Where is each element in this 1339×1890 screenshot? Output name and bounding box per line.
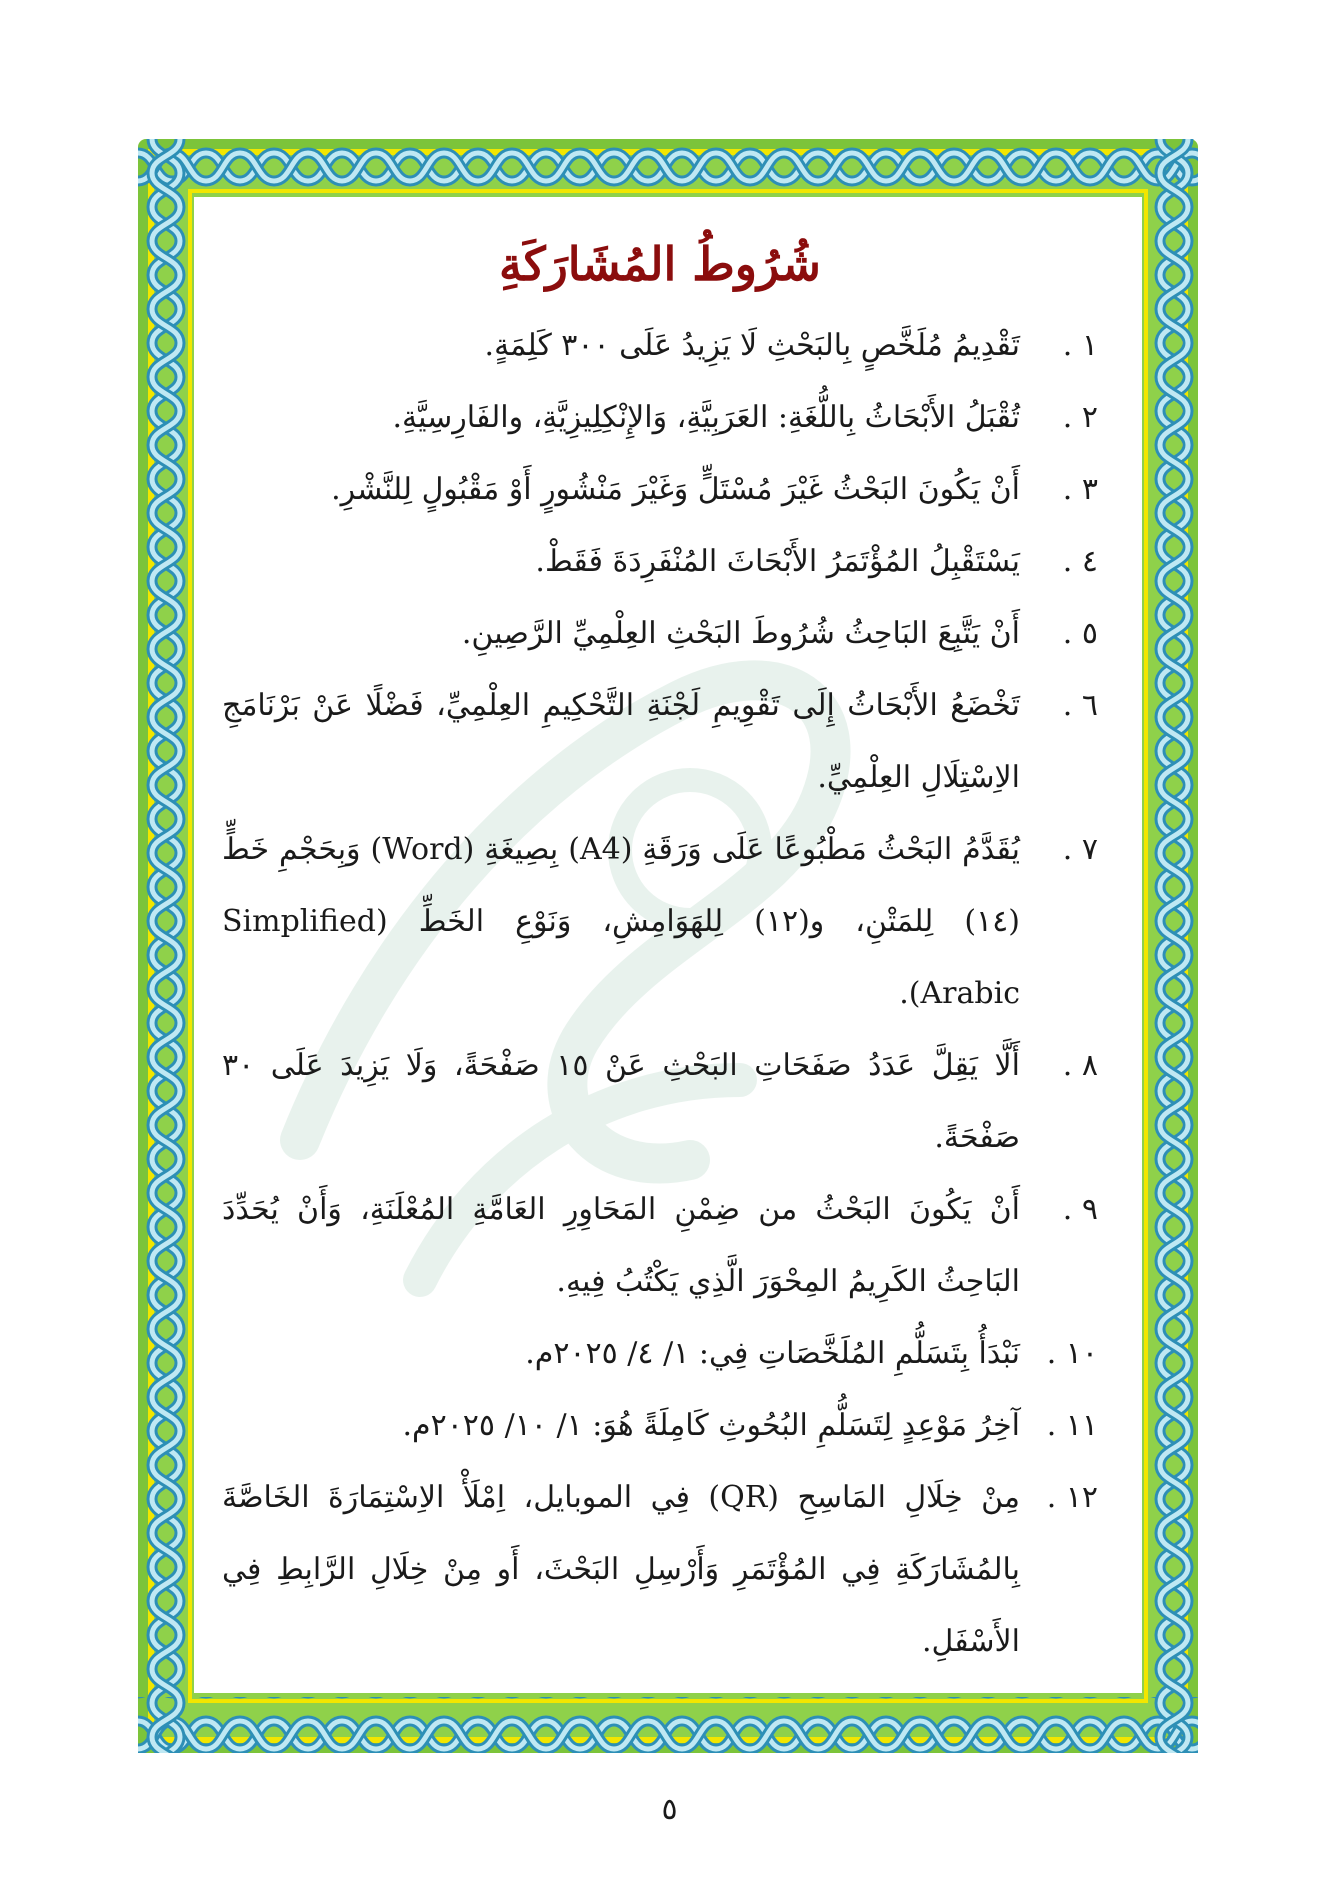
page-title: شُرُوطُ المُشَارَكَةِ xyxy=(499,237,821,291)
condition-text: أَنْ يَكُونَ البَحْثُ من ضِمْنِ المَحَاوِرِ العَامَّةِ المُعْلَنَةِ، وَأَنْ يُحَدِّدَ البَاحِثُ الكَرِيمُ المِحْوَرَ الَّذِي يَكْتُبُ فِيهِ. xyxy=(222,1192,1020,1299)
page-number: ٥ xyxy=(661,1792,678,1827)
condition-number: ٢ . xyxy=(1062,400,1098,435)
condition-item xyxy=(222,1462,1098,1678)
condition-text: تَخْضَعُ الأَبْحَاثُ إِلَى تَقْوِيمِ لَجْنَةِ التَّحْكِيمِ العِلْمِيِّ، فَضْلًا عَنْ بَرْنَامَجِ الاِسْتِلَالِ العِلْمِيِّ. xyxy=(222,688,1020,795)
condition-number: ٣ . xyxy=(1062,472,1098,507)
condition-number: ٤ . xyxy=(1062,544,1098,579)
condition-text: تَقْدِيمُ مُلَخَّصٍ بِالبَحْثِ لَا يَزِيدُ عَلَى ٣٠٠ كَلِمَةٍ. xyxy=(484,328,1020,363)
condition-text: تُقْبَلُ الأَبْحَاثُ بِاللُّغَةِ: العَرَبِيَّةِ، وَالإِنْكِلِيزِيَّةِ، والفَارِسِيَّةِ. xyxy=(392,400,1020,435)
condition-text: آخِرُ مَوْعِدٍ لِتَسَلُّمِ البُحُوثِ كَامِلَةً هُوَ: ١/ ١٠/ ٢٠٢٥م. xyxy=(402,1408,1020,1443)
condition-number: ١ . xyxy=(1062,328,1098,363)
condition-number: ١١ . xyxy=(1046,1408,1098,1443)
condition-text: أَلَّا يَقِلَّ عَدَدُ صَفَحَاتِ البَحْثِ عَنْ ١٥ صَفْحَةً، وَلَا يَزِيدَ عَلَى ٣٠ صَفْحَةً. xyxy=(222,1048,1020,1155)
condition-number: ٧ . xyxy=(1062,832,1098,867)
condition-number: ١٠ . xyxy=(1046,1336,1098,1371)
condition-number: ٩ . xyxy=(1062,1192,1098,1227)
condition-number: ٥ . xyxy=(1062,616,1098,651)
condition-text: أَنْ يَتَّبِعَ البَاحِثُ شُرُوطَ البَحْثِ العِلْمِيِّ الرَّصِينِ. xyxy=(461,616,1020,651)
condition-item xyxy=(222,1390,1098,1462)
condition-item xyxy=(222,670,1098,814)
conditions-list xyxy=(222,310,1098,1678)
condition-number: ٨ . xyxy=(1062,1048,1098,1083)
conditions-section xyxy=(222,232,1098,1678)
condition-number: ٦ . xyxy=(1062,688,1098,723)
condition-item xyxy=(222,526,1098,598)
condition-item xyxy=(222,1318,1098,1390)
condition-item xyxy=(222,310,1098,382)
condition-number: ١٢ . xyxy=(1046,1480,1098,1515)
condition-text: يُقَدَّمُ البَحْثُ مَطْبُوعًا عَلَى وَرَقَةِ (A4) بِصِيغَةِ (Word) وَبِحَجْمِ خَطٍّ (١٤) لِلمَتْنِ، و(١٢) لِلهَوَامِشِ، وَنَوْعِ الخَطِّ (Simplified Arabic). xyxy=(222,832,1020,1011)
condition-text: مِنْ خِلَالِ المَاسِحِ (QR) فِي الموبايل، اِمْلَأْ الاِسْتِمَارَةَ الخَاصَّةَ بِالمُشَارَكَةِ فِي المُؤْتَمَرِ وَأَرْسِلِ البَحْثَ، أَو مِنْ خِلَالِ الرَّابِطِ فِي الأَسْفَلِ. xyxy=(222,1480,1020,1659)
condition-item xyxy=(222,814,1098,1030)
condition-item xyxy=(222,1030,1098,1174)
condition-item xyxy=(222,382,1098,454)
condition-item xyxy=(222,1174,1098,1318)
condition-item xyxy=(222,454,1098,526)
condition-item xyxy=(222,598,1098,670)
condition-text: نَبْدَأُ بِتَسَلُّمِ المُلَخَّصَاتِ فِي: ١/ ٤/ ٢٠٢٥م. xyxy=(525,1336,1020,1371)
condition-text: يَسْتَقْبِلُ المُؤْتَمَرُ الأَبْحَاثَ المُنْفَرِدَةَ فَقَطْ. xyxy=(535,544,1020,579)
condition-text: أَنْ يَكُونَ البَحْثُ غَيْرَ مُسْتَلٍّ وَغَيْرَ مَنْشُورٍ أَوْ مَقْبُولٍ لِلنَّشْرِ. xyxy=(331,472,1020,507)
